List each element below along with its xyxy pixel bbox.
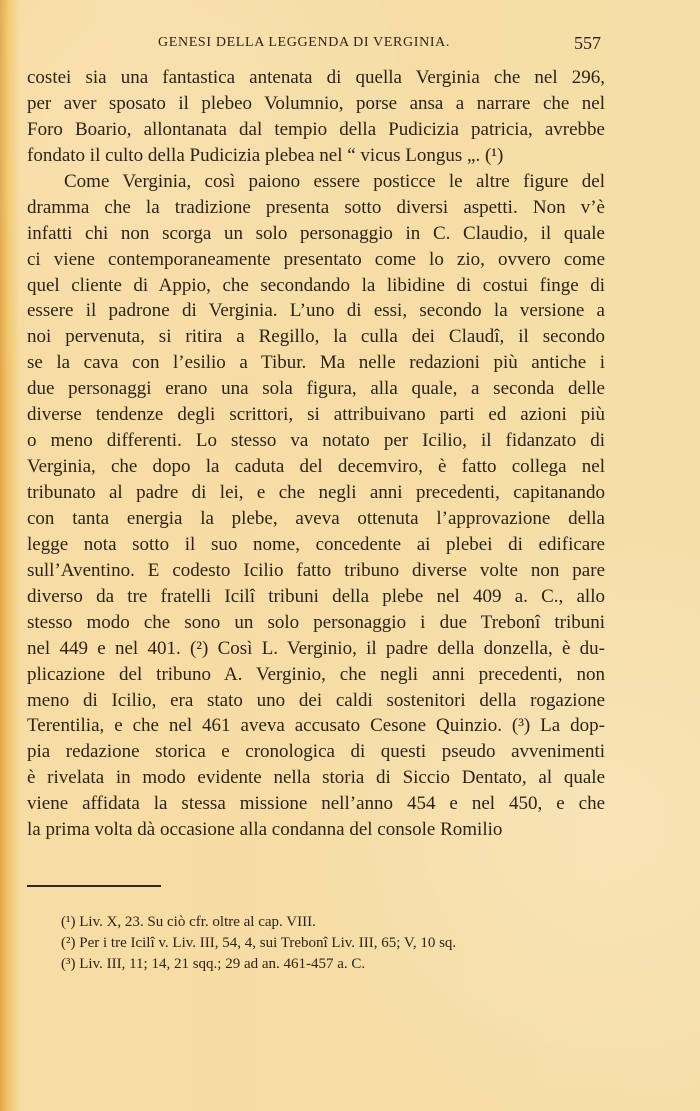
text-line-30: la prima volta dà occasione alla condanna del console Romilio <box>27 819 503 841</box>
text-line-6: dramma che la tradizione presenta sotto diversi aspetti. Non v’è <box>27 196 605 218</box>
text-line-12: se la cava con l’esilio a Tibur. Ma nelle redazioni più antiche i <box>27 352 605 374</box>
text-line-8: ci viene contemporaneamente presentato come lo zio, ovvero come <box>27 248 605 270</box>
text-line-21: diverso da tre fratelli Icilî tribuni della plebe nel 409 a. C., allo <box>27 585 605 607</box>
text-line-24: plicazione del tribuno A. Verginio, che negli anni precedenti, non <box>27 663 605 685</box>
text-line-16: Verginia, che dopo la caduta del decemviro, è fatto collega nel <box>27 456 605 478</box>
text-line-10: essere il padrone di Verginia. L’uno di essi, secondo la versione a <box>27 300 605 322</box>
footnote-separator <box>27 885 161 887</box>
text-line-20: sull’Aventino. E codesto Icilio fatto tribuno diverse volte non pare <box>27 559 605 581</box>
text-line-17: tribunato al padre di lei, e che negli anni precedenti, capitanando <box>27 482 605 503</box>
text-line-25: meno di Icilio, era stato uno dei caldi sostenitori della rogazione <box>27 689 605 711</box>
text-line-23: nel 449 e nel 401. (²) Così L. Verginio, il padre della donzella, è du- <box>27 637 605 659</box>
text-line-14: diverse tendenze degli scrittori, si attribuivano parti ed azioni più <box>27 404 605 426</box>
text-line-22: stesso modo che sono un solo personaggio i due Trebonî tribuni <box>27 611 605 633</box>
text-line-11: noi pervenuta, si ritira a Regillo, la culla dei Claudî, il secondo <box>27 326 605 348</box>
footnote-2: (²) Per i tre Icilî v. Liv. III, 54, 4, sui Trebonî Liv. III, 65; V, 10 sq. <box>61 935 457 952</box>
text-line-19: legge nota sotto il suo nome, concedente ai plebei di edificare <box>27 533 605 555</box>
text-line-27: pia redazione storica e cronologica di questi pseudo avvenimenti <box>27 741 605 763</box>
footnotes <box>61 912 601 976</box>
footnote-3: (³) Liv. III, 11; 14, 21 sqq.; 29 ad an. 461-457 a. C. <box>61 956 366 973</box>
text-line-15: o meno differenti. Lo stesso va notato per Icilio, il fidanzato di <box>27 430 605 452</box>
main-text <box>27 65 605 843</box>
running-title: GENESI DELLA LEGGENDA DI VERGINIA. <box>158 35 451 50</box>
text-line-3: Foro Boario, allontanata dal tempio della Pudicizia patricia, avrebbe <box>27 118 605 140</box>
text-line-9: quel cliente di Appio, che secondando la libidine di costui finge di <box>27 274 605 296</box>
text-line-18: con tanta energia la plebe, aveva ottenuta l’approvazione della <box>27 507 605 529</box>
text-line-29: viene affidata la stessa missione nell’anno 454 e nel 450, e che <box>27 793 605 815</box>
footnote-1: (¹) Liv. X, 23. Su ciò cfr. oltre al cap. VIII. <box>61 914 316 930</box>
text-line-26: Terentilia, e che nel 461 aveva accusato Cesone Quinzio. (³) La dop- <box>27 715 605 737</box>
page-number: 557 <box>574 33 601 53</box>
text-line-5: Come Verginia, così paiono essere posticce le altre figure del <box>64 170 605 192</box>
text-line-13: due personaggi erano una sola figura, alla quale, a seconda delle <box>27 378 605 400</box>
text-line-7: infatti chi non scorga un solo personaggio in C. Claudio, il quale <box>27 222 605 244</box>
text-line-1: costei sia una fantastica antenata di quella Verginia che nel 296, <box>27 67 605 88</box>
text-line-28: è rivelata in modo evidente nella storia di Siccio Dentato, al quale <box>27 767 605 789</box>
text-line-4: fondato il culto della Pudicizia plebea nel “ vicus Longus „. (¹) <box>27 144 504 166</box>
text-line-2: per aver sposato il plebeo Volumnio, porse ansa a narrare che nel <box>27 92 605 114</box>
